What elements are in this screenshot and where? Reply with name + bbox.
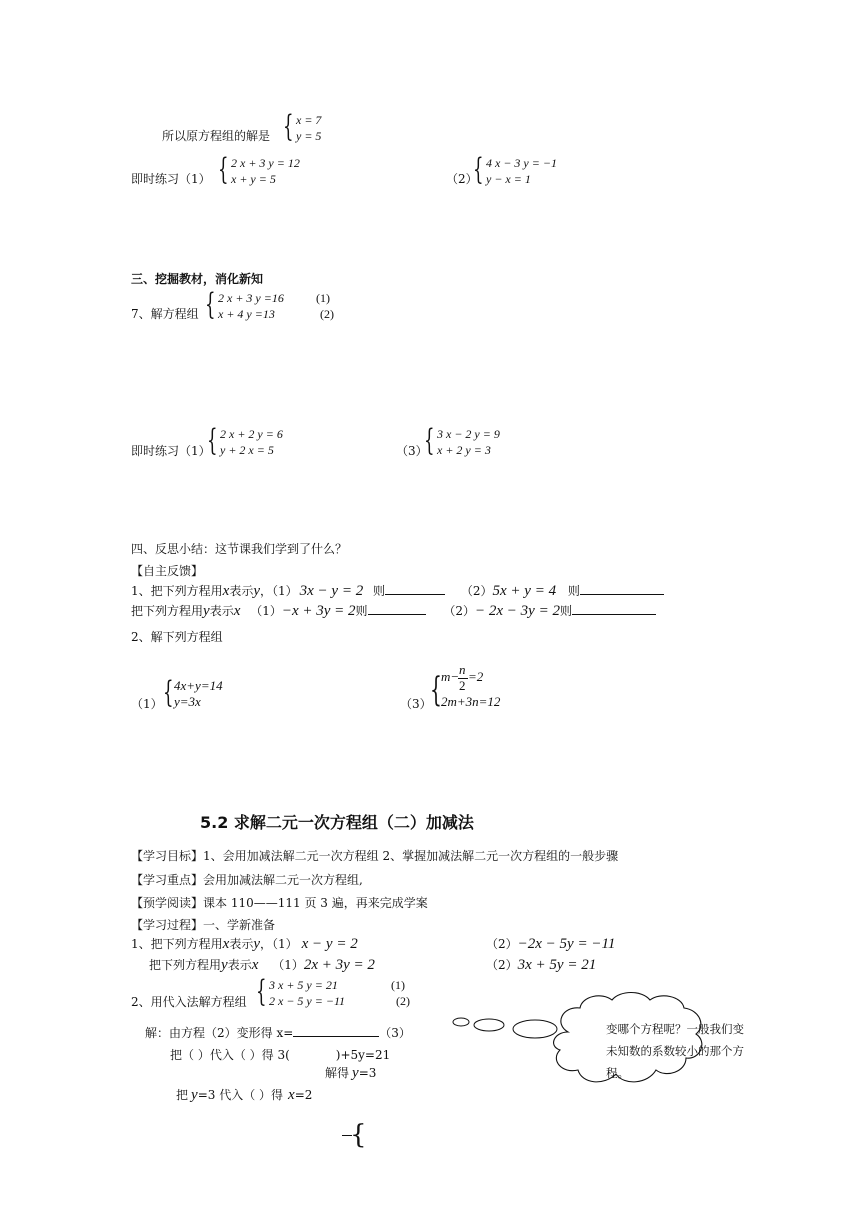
- text: 把下列方程用: [131, 604, 204, 618]
- text: 1、把下列方程用: [131, 584, 223, 598]
- equation: x − y = 2: [301, 936, 358, 952]
- equation-number: (2): [320, 307, 334, 321]
- practice2-system-3: [437, 426, 500, 458]
- equation: 3x − y = 2: [299, 583, 364, 599]
- equation: 2 x + 3 y =16: [218, 291, 284, 305]
- text: 表示: [229, 584, 254, 598]
- text: m−: [441, 669, 460, 684]
- equation: −2x − 5y = −11: [517, 936, 616, 952]
- solution-step-1: [145, 1024, 411, 1041]
- brace-icon: {: [283, 109, 294, 144]
- solution-eq-x: x = 7: [296, 113, 322, 127]
- text: （1）: [272, 958, 304, 972]
- lesson-title: 5.2 求解二元一次方程组（二）加减法: [200, 813, 474, 832]
- var: y: [203, 603, 210, 619]
- learning-focus: 【学习重点】会用加减法解二元一次方程组,: [131, 873, 363, 887]
- text: 把: [176, 1088, 189, 1102]
- solution-step-4: [176, 1086, 312, 1104]
- equation: 4 x − 3 y = −1: [486, 156, 557, 170]
- sys1-label: （1）: [131, 697, 163, 711]
- p1-line-a-2: [486, 935, 615, 953]
- text: 1、把下列方程用: [131, 937, 223, 951]
- solution-system: [296, 112, 321, 144]
- equation: x + 2 y = 3: [437, 443, 491, 457]
- text: 把（ ）代入（ ）得 3(: [170, 1048, 290, 1062]
- practice2-label: 即时练习（1）: [131, 444, 211, 458]
- pre-reading: 【预学阅读】课本 110——111 页 3 遍，再来完成学案: [131, 896, 428, 910]
- brace-icon: {: [207, 423, 218, 458]
- dash-mark: [342, 1135, 352, 1136]
- text: 则: [373, 584, 386, 598]
- var: y: [253, 583, 260, 599]
- q2-label: 2、解下列方程组: [131, 630, 223, 644]
- solution-label: 所以原方程组的解是: [162, 129, 271, 143]
- var: x: [233, 603, 241, 619]
- learning-goal: 【学习目标】1、会用加减法解二元一次方程组 2、掌握加减法解二元一次方程组的一般步骤: [131, 849, 619, 863]
- learning-process: 【学习过程】一、学新准备: [131, 918, 276, 932]
- equation: −x + 3y = 2: [281, 603, 356, 619]
- equation: x + 4 y =13: [218, 307, 275, 321]
- sys3-label: （3）: [400, 697, 432, 711]
- p1-line-b-2: [486, 956, 596, 974]
- brace-icon: {: [218, 152, 229, 187]
- equation: 2m+3n=12: [441, 694, 501, 709]
- q7-numbers: [316, 290, 334, 322]
- p2-numbers: [391, 977, 410, 1009]
- text: 则: [355, 604, 368, 618]
- var: y: [352, 1065, 359, 1081]
- equation: 3x + 5y = 21: [517, 957, 597, 973]
- practice1-label: 即时练习（1）: [131, 172, 211, 186]
- practice1-system-2: [486, 155, 557, 187]
- text: )+5y=21: [335, 1048, 391, 1062]
- equation: 2 x − 5 y = −11: [269, 994, 346, 1008]
- fraction-num: n: [459, 662, 466, 677]
- text: 解得: [325, 1066, 350, 1080]
- solution-step-3: [325, 1064, 376, 1082]
- equation-number: (2): [396, 994, 410, 1008]
- equation: 4x+y=14: [174, 678, 223, 693]
- text: =3: [358, 1066, 377, 1080]
- brace-icon: {: [430, 670, 442, 710]
- p1-line-a: [131, 935, 358, 953]
- sys3: [441, 662, 511, 710]
- text: 表示: [229, 937, 254, 951]
- text: =2: [294, 1088, 313, 1102]
- q1-line-b: [131, 602, 656, 620]
- practice1-label-2: （2）: [446, 172, 478, 186]
- equation: − 2x − 3y = 2: [475, 603, 560, 619]
- equation: x + y = 5: [231, 172, 276, 186]
- text: （2）: [486, 937, 518, 951]
- var: x: [222, 583, 230, 599]
- solution-step-2: [170, 1046, 390, 1063]
- practice2-system: [220, 426, 283, 458]
- answer-blank[interactable]: [368, 602, 426, 615]
- sys1: [174, 678, 223, 710]
- text: 把下列方程用: [149, 958, 222, 972]
- solution-eq-y: y = 5: [296, 129, 322, 143]
- text: 表示: [209, 604, 234, 618]
- answer-blank[interactable]: [385, 582, 445, 595]
- section4-heading: 四、反思小结：这节课我们学到了什么？: [131, 542, 348, 556]
- equation: 5x + y = 4: [492, 583, 557, 599]
- var: x: [288, 1087, 295, 1103]
- answer-blank[interactable]: [580, 582, 664, 595]
- text: 则: [567, 584, 580, 598]
- p2-system: [269, 977, 345, 1009]
- equation: 2 x + 2 y = 6: [220, 427, 283, 441]
- answer-blank[interactable]: [293, 1024, 379, 1037]
- brace-icon: {: [350, 1120, 367, 1150]
- brace-icon: {: [256, 974, 267, 1009]
- q7-system: [218, 290, 284, 322]
- answer-blank[interactable]: [572, 602, 656, 615]
- equation: 2 x + 3 y = 12: [231, 156, 300, 170]
- cloud-text: [606, 1018, 744, 1084]
- var: x: [251, 957, 259, 973]
- brace-icon: {: [205, 287, 216, 322]
- section3-heading: 三、挖掘教材，消化新知: [131, 272, 264, 286]
- var: y: [221, 957, 228, 973]
- var: y: [191, 1087, 198, 1103]
- equation: 3 x − 2 y = 9: [437, 427, 500, 441]
- practice1-system: [231, 155, 300, 187]
- equation: y + 2 x = 5: [220, 443, 274, 457]
- cloud-line: 程。: [606, 1066, 629, 1080]
- q1-line-a: [131, 582, 664, 600]
- var: y: [253, 936, 260, 952]
- equation: 2x + 3y = 2: [303, 957, 375, 973]
- equation: y − x = 1: [486, 172, 531, 186]
- var: x: [222, 936, 230, 952]
- text: （2）: [486, 958, 518, 972]
- text: =3 代入（ ）得: [197, 1088, 284, 1102]
- text: （2）: [460, 584, 493, 598]
- p1-line-b: [149, 956, 375, 974]
- text: ，（1）: [260, 937, 298, 951]
- equation: 3 x + 5 y = 21: [269, 978, 338, 992]
- text: 则: [559, 604, 572, 618]
- feedback-heading: 【自主反馈】: [131, 564, 204, 578]
- cloud-line: 变哪个方程呢？一般我们变: [606, 1022, 744, 1036]
- text: 表示: [227, 958, 252, 972]
- q7-label: 7、解方程组: [131, 307, 199, 321]
- brace-icon: {: [424, 423, 435, 458]
- text: ，（1）: [260, 584, 298, 598]
- text: （1）: [250, 604, 282, 618]
- practice2-label-3: （3）: [396, 444, 428, 458]
- text: （3）: [379, 1026, 411, 1040]
- text: （2）: [443, 604, 476, 618]
- p2-label: 2、用代入法解方程组: [131, 995, 247, 1009]
- brace-icon: {: [163, 675, 174, 710]
- fraction-den: 2: [459, 678, 466, 693]
- equation-number: (1): [391, 978, 405, 992]
- cloud-line: 未知数的系数较小的那个方: [606, 1044, 744, 1058]
- equation-number: (1): [316, 291, 330, 305]
- brace-icon: {: [473, 152, 484, 187]
- equation: y=3x: [174, 694, 201, 709]
- text: 解：由方程（2）变形得 x=: [145, 1026, 294, 1040]
- text: =2: [468, 669, 484, 684]
